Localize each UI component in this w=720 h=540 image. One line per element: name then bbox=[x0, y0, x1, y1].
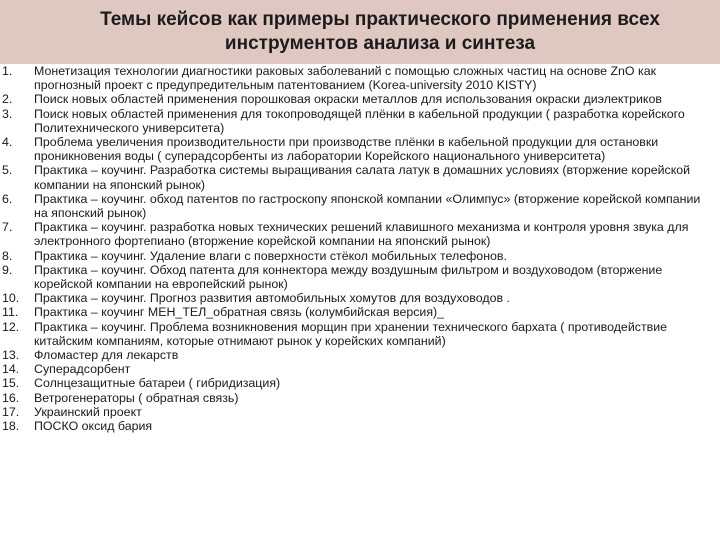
list-item-number: 5. bbox=[2, 163, 13, 178]
list-item-number: 12. bbox=[2, 319, 20, 334]
list-item-number: 2. bbox=[2, 92, 13, 107]
list-item-text: Суперадсорбент bbox=[34, 362, 131, 377]
list-item-number: 7. bbox=[2, 220, 13, 235]
list-item-text: Практика – коучинг. разработка новых технических решений клавишного механизма и контроля уровня звука для электронного фортепиано (вторжение корейской компании на японский рынок) bbox=[34, 220, 689, 249]
list-item-text: Фломастер для лекарств bbox=[34, 348, 179, 363]
list-item bbox=[0, 249, 712, 263]
list-item bbox=[0, 220, 712, 248]
list-item-number: 3. bbox=[2, 106, 13, 121]
slide-title bbox=[60, 8, 660, 56]
list-item-text: Практика – коучинг. Обход патента для коннектора между воздушным фильтром и воздуховодом (вторжение корейской компании на европейский рынок) bbox=[34, 262, 663, 292]
list-item-number: 9. bbox=[2, 262, 13, 277]
list-item-number: 10. bbox=[2, 291, 20, 306]
list-item-number: 6. bbox=[2, 191, 13, 206]
list-item bbox=[0, 305, 712, 319]
slide-title-line-1: Темы кейсов как примеры практического применения всех bbox=[100, 9, 660, 30]
list-item-text: Монетизация технологии диагностики раковых заболеваний с помощью сложных частиц на основе ZnO как прогнозный проект с предупредительным патентованием (Korea-university 2010 KISTY) bbox=[34, 64, 657, 93]
list-item bbox=[0, 135, 712, 163]
list-item bbox=[0, 376, 712, 390]
list-item bbox=[0, 348, 712, 362]
list-item bbox=[0, 192, 712, 220]
list-item bbox=[0, 92, 712, 106]
list-item-text: Проблема увеличения производительности при производстве плёнки в кабельной продукции для остановки проникновения воды ( суперадсорбенты из лаборатории Корейского национального университета) bbox=[34, 135, 659, 164]
list-item-text: Практика – коучинг. Проблема возникновения морщин при хранении технического бархата ( противодействие китайским компаниям, которые отнимают рынок у корейских компаний) bbox=[34, 319, 668, 348]
list-item-number: 18. bbox=[2, 419, 20, 434]
list-item-text: Поиск новых областей применения для токопроводящей плёнки в кабельной продукции ( разработка корейского Политехнического университета) bbox=[34, 106, 685, 135]
list-item-number: 1. bbox=[2, 64, 13, 78]
list-item bbox=[0, 263, 712, 291]
list-item-number: 17. bbox=[2, 404, 20, 419]
list-item-number: 13. bbox=[2, 348, 20, 363]
list-item-text: Солнцезащитные батареи ( гибридизация) bbox=[34, 376, 281, 391]
list-item bbox=[0, 163, 712, 191]
list-item bbox=[0, 64, 712, 92]
list-item-number: 15. bbox=[2, 376, 20, 391]
list-item-text: Практика – коучинг МЕН_ТЕЛ_обратная связь (колумбийская версия)_ bbox=[34, 305, 445, 320]
list-item-text: Практика – коучинг. Прогноз развития автомобильных хомутов для воздуховодов . bbox=[34, 291, 510, 306]
list-item bbox=[0, 291, 712, 305]
list-item-number: 16. bbox=[2, 390, 20, 405]
list-item-number: 8. bbox=[2, 248, 13, 263]
list-item-text: ПОСКО оксид бария bbox=[34, 419, 153, 434]
slide-title-line-2: инструментов анализа и синтеза bbox=[224, 33, 536, 54]
list-item bbox=[0, 107, 712, 135]
slide-header bbox=[0, 0, 720, 64]
list-item-text: Украинский проект bbox=[34, 404, 142, 419]
list-item bbox=[0, 362, 712, 376]
list-item bbox=[0, 320, 712, 348]
list-item bbox=[0, 391, 712, 405]
list-item-text: Практика – коучинг. Удаление влаги с поверхности стёкол мобильных телефонов. bbox=[34, 248, 507, 263]
list-item-number: 14. bbox=[2, 362, 20, 377]
list-item-number: 11. bbox=[2, 305, 19, 320]
list-item-text: Практика – коучинг. обход патентов по гастроскопу японской компании «Олимпус» (вторжение корейской компании на японский рынок) bbox=[34, 191, 701, 221]
list-item-number: 4. bbox=[2, 135, 13, 150]
list-item-text: Поиск новых областей применения порошковая окраски металлов для использования окраски диэлектриков bbox=[34, 92, 662, 107]
case-topics-list bbox=[0, 64, 712, 433]
list-item-text: Практика – коучинг. Разработка системы выращивания салата латук в домашних условиях (вторжение корейской компании на японский рынок) bbox=[34, 163, 691, 192]
list-item bbox=[0, 419, 712, 433]
list-item bbox=[0, 405, 712, 419]
list-item-text: Ветрогенераторы ( обратная связь) bbox=[34, 390, 239, 405]
